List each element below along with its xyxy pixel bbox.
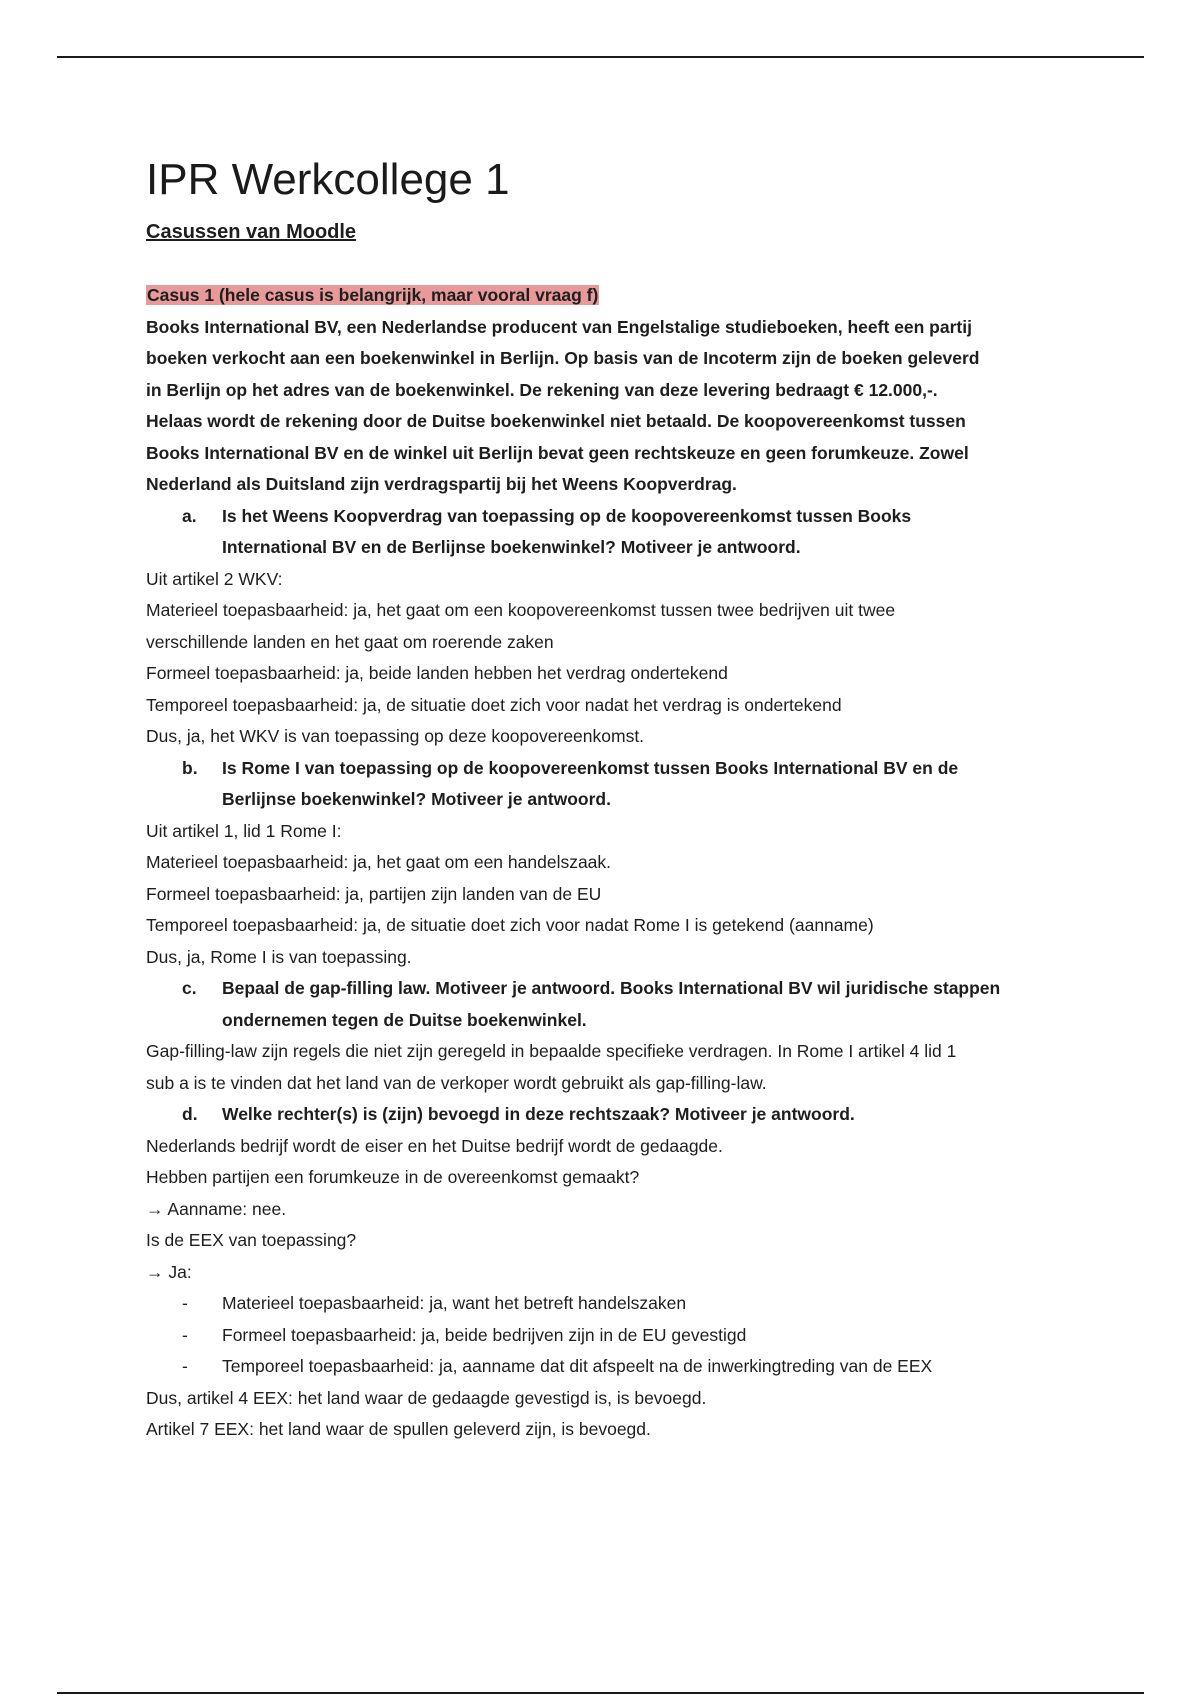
answer-line: Uit artikel 2 WKV:: [146, 568, 283, 589]
bullet-text: Temporeel toepasbaarheid: ja, aanname dat dit afspeelt na de inwerkingtreding van de EEX: [222, 1356, 933, 1376]
bottom-rule: [57, 1692, 1144, 1694]
bullet-text: Materieel toepasbaarheid: ja, want het betreft handelszaken: [222, 1293, 687, 1313]
case-text-line: in Berlijn op het adres van de boekenwinkel. De rekening van deze levering bedraagt € 12.000,-.: [146, 379, 938, 400]
question-a: [146, 501, 1106, 564]
answer-line: → Aanname: nee.: [146, 1198, 287, 1219]
question-d: [146, 1099, 1106, 1131]
case-heading-line: [146, 280, 1106, 312]
question-text: [222, 973, 1106, 1036]
answer-line: Materieel toepasbaarheid: ja, het gaat om een koopovereenkomst tussen twee bedrijven uit twee: [146, 600, 896, 620]
bullet-item: [146, 1351, 1106, 1383]
bullet-dash: -: [182, 1293, 188, 1313]
answer-line: Nederlands bedrijf wordt de eiser en het Duitse bedrijf wordt de gedaagde.: [146, 1135, 723, 1156]
question-line: Welke rechter(s) is (zijn) bevoegd in deze rechtszaak? Motiveer je antwoord.: [222, 1104, 855, 1124]
case-heading: Casus 1 (hele casus is belangrijk, maar vooral vraag f): [147, 285, 599, 305]
question-line: Berlijnse boekenwinkel? Motiveer je antwoord.: [222, 789, 611, 809]
answer-line: Temporeel toepasbaarheid: ja, de situatie doet zich voor nadat het verdrag is ondertekend: [146, 694, 842, 715]
bullet-dash: -: [182, 1324, 188, 1345]
question-line: International BV en de Berlijnse boekenwinkel? Motiveer je antwoord.: [222, 537, 801, 557]
case-text-line: Nederland als Duitsland zijn verdragspartij bij het Weens Koopverdrag.: [146, 474, 737, 494]
question-line: Is het Weens Koopverdrag van toepassing op de koopovereenkomst tussen Books: [222, 505, 912, 526]
answer-line: Hebben partijen een forumkeuze in de overeenkomst gemaakt?: [146, 1167, 640, 1187]
answer-line: Dus, ja, het WKV is van toepassing op deze koopovereenkomst.: [146, 726, 645, 746]
case-text-line: boeken verkocht aan een boekenwinkel in Berlijn. Op basis van de Incoterm zijn de boeken geleverd: [146, 348, 980, 368]
answer-line: Uit artikel 1, lid 1 Rome I:: [146, 820, 342, 841]
answer-line: Temporeel toepasbaarheid: ja, de situatie doet zich voor nadat Rome I is getekend (aanname): [146, 915, 874, 935]
top-rule: [57, 56, 1144, 58]
section-subtitle: Casussen van Moodle: [146, 221, 357, 243]
answer-line: verschillende landen en het gaat om roerende zaken: [146, 631, 554, 652]
question-letter: d.: [182, 1104, 198, 1124]
answer-line: Artikel 7 EEX: het land waar de spullen geleverd zijn, is bevoegd.: [146, 1419, 651, 1439]
answer-line: Dus, artikel 4 EEX: het land waar de gedaagde gevestigd is, is bevoegd.: [146, 1387, 707, 1408]
answer-line: Dus, ja, Rome I is van toepassing.: [146, 946, 412, 967]
case-text-line: Books International BV en de winkel uit Berlijn bevat geen rechtskeuze en geen forumkeuze. Zowel: [146, 442, 969, 463]
question-line: Is Rome I van toepassing op de koopovereenkomst tussen Books International BV en de: [222, 757, 959, 778]
question-letter: a.: [182, 505, 197, 526]
question-c: [146, 973, 1106, 1036]
question-text: [222, 501, 1106, 564]
answer-line: Formeel toepasbaarheid: ja, beide landen hebben het verdrag ondertekend: [146, 663, 728, 683]
question-letter: b.: [182, 757, 198, 778]
answer-line: → Ja:: [146, 1261, 192, 1282]
answer-line: Formeel toepasbaarheid: ja, partijen zijn landen van de EU: [146, 883, 602, 904]
case-text-line: Books International BV, een Nederlandse producent van Engelstalige studieboeken, heeft een partij: [146, 316, 972, 337]
question-text: [222, 1099, 1106, 1131]
question-text: [222, 753, 1106, 816]
answer-line: sub a is te vinden dat het land van de verkoper wordt gebruikt als gap-filling-law.: [146, 1072, 767, 1093]
page-title: IPR Werkcollege 1: [146, 155, 510, 204]
bullet-item: [146, 1288, 1106, 1320]
document-page: [146, 150, 1106, 1446]
answer-line: Materieel toepasbaarheid: ja, het gaat om een handelszaak.: [146, 852, 612, 872]
case-text-line: Helaas wordt de rekening door de Duitse boekenwinkel niet betaald. De koopovereenkomst tussen: [146, 411, 966, 431]
bullet-text: Formeel toepasbaarheid: ja, beide bedrijven zijn in de EU gevestigd: [222, 1324, 747, 1345]
answer-line: Is de EEX van toepassing?: [146, 1230, 357, 1250]
answer-line: Gap-filling-law zijn regels die niet zijn geregeld in bepaalde specifieke verdragen. In Rome I artikel 4 lid 1: [146, 1041, 957, 1061]
question-letter: c.: [182, 978, 197, 998]
question-b: [146, 753, 1106, 816]
bullet-item: [146, 1320, 1106, 1352]
question-line: Bepaal de gap-filling law. Motiveer je antwoord. Books International BV wil juridische stappen: [222, 978, 1001, 998]
question-line: ondernemen tegen de Duitse boekenwinkel.: [222, 1009, 587, 1030]
bullet-dash: -: [182, 1356, 188, 1376]
